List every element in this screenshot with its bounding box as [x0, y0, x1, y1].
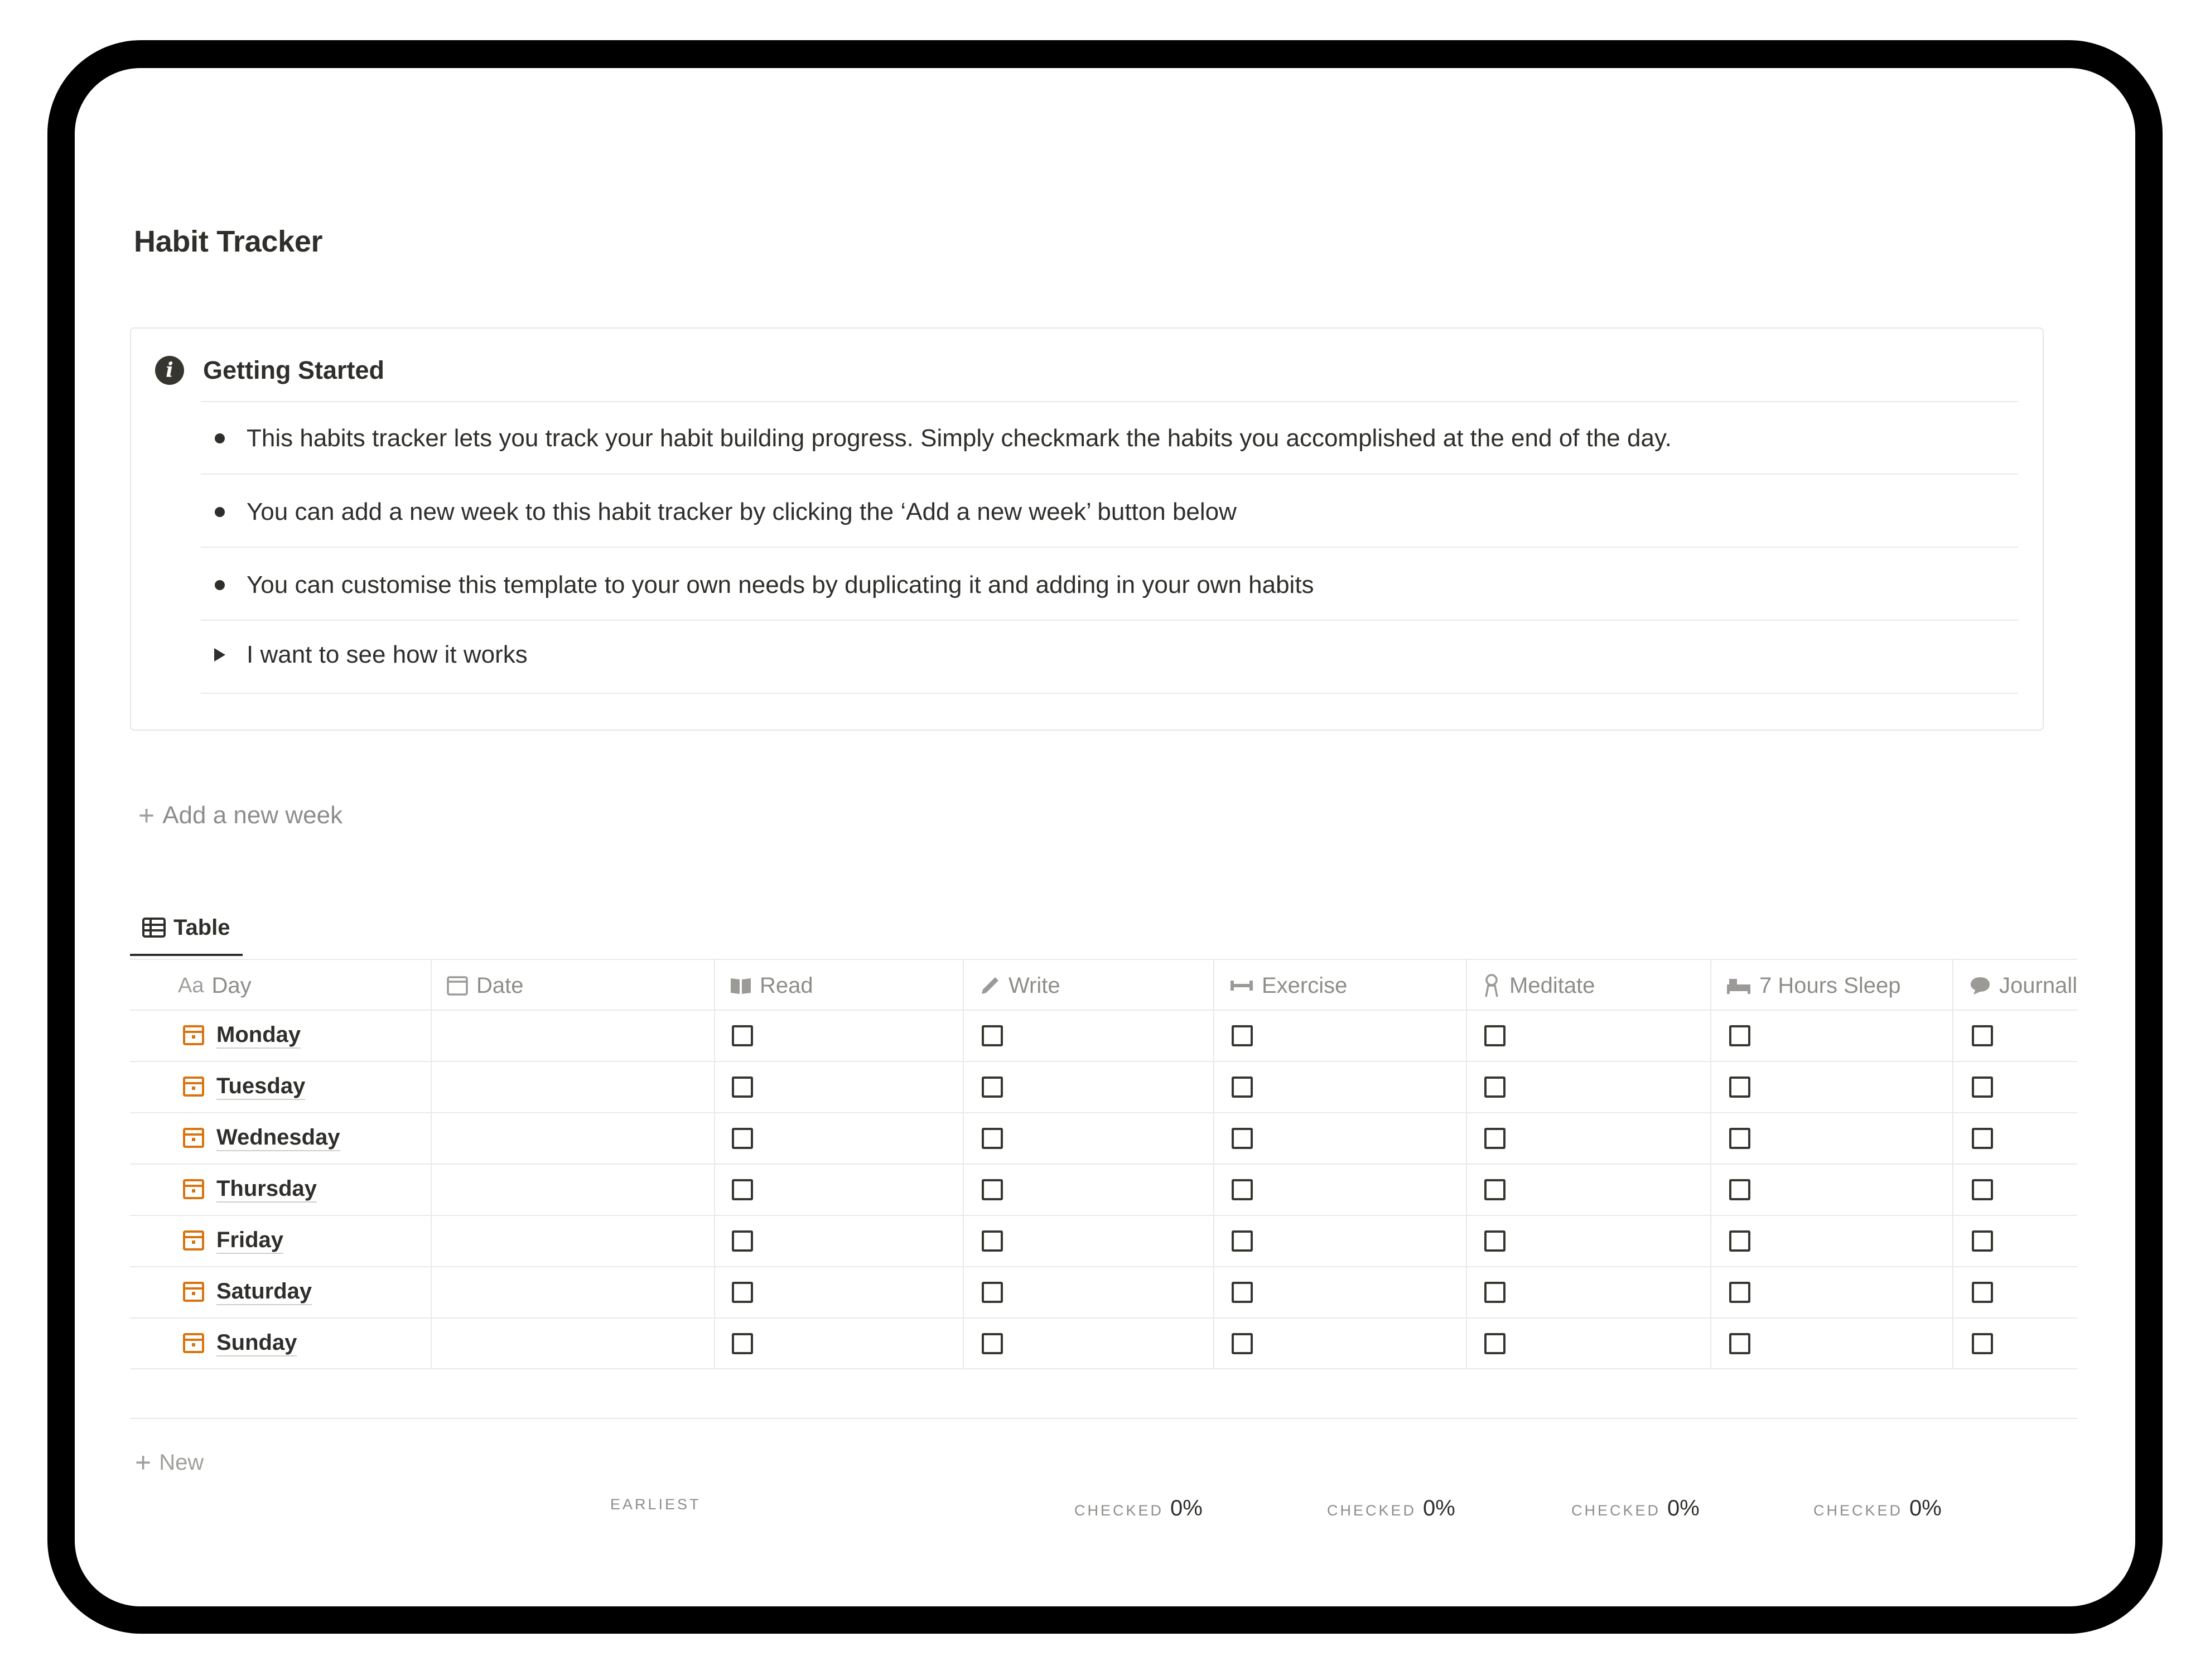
checkbox-exercise-tuesday[interactable] — [1232, 1076, 1253, 1098]
column-header-date[interactable]: Date — [446, 960, 524, 1011]
callout-title: Getting Started — [203, 356, 385, 384]
checkbox-exercise-monday[interactable] — [1232, 1025, 1253, 1046]
row-divider — [130, 1061, 2077, 1062]
checkbox-journal-saturday[interactable] — [1972, 1282, 1993, 1303]
checkbox-journal-friday[interactable] — [1972, 1230, 1993, 1252]
new-row-label: New — [159, 1450, 204, 1475]
calendar-page-icon — [183, 1128, 204, 1148]
bullet-icon — [215, 433, 225, 443]
row-divider — [130, 1112, 2077, 1113]
column-divider — [714, 959, 715, 1369]
row-divider — [130, 1164, 2077, 1165]
info-icon: i — [155, 356, 184, 385]
table-icon — [142, 918, 166, 938]
divider — [201, 547, 2018, 548]
checkbox-write-monday[interactable] — [982, 1025, 1003, 1046]
toggle-triangle-icon[interactable] — [214, 648, 225, 662]
checkbox-exercise-saturday[interactable] — [1232, 1282, 1253, 1303]
column-divider — [1213, 959, 1214, 1369]
divider — [201, 693, 2018, 694]
column-divider — [963, 959, 964, 1369]
add-new-week-label: Add a new week — [162, 802, 343, 829]
calendar-icon — [446, 975, 469, 996]
text-property-icon: Aa — [178, 973, 204, 997]
checkbox-journal-tuesday[interactable] — [1972, 1076, 1993, 1098]
checkbox-read-wednesday[interactable] — [732, 1128, 753, 1149]
plus-icon: + — [135, 1447, 152, 1478]
checkbox-meditate-wednesday[interactable] — [1484, 1128, 1505, 1149]
pencil-icon — [979, 975, 1001, 996]
column-divider — [1952, 959, 1953, 1369]
checkbox-sleep-monday[interactable] — [1729, 1025, 1750, 1046]
column-header-journal[interactable]: Journall — [1969, 960, 2077, 1011]
checkbox-sleep-wednesday[interactable] — [1729, 1128, 1750, 1149]
checkbox-journal-thursday[interactable] — [1972, 1179, 1993, 1200]
checkbox-exercise-wednesday[interactable] — [1232, 1128, 1253, 1149]
tab-label: Table — [173, 915, 230, 940]
bullet-icon — [215, 580, 225, 590]
table-row-wednesday[interactable]: Wednesday — [183, 1124, 340, 1151]
checkbox-read-tuesday[interactable] — [732, 1076, 753, 1098]
table-row-sunday[interactable]: Sunday — [183, 1330, 297, 1356]
checkbox-write-friday[interactable] — [982, 1230, 1003, 1252]
table-bottom-border — [130, 1368, 2077, 1369]
calendar-page-icon — [183, 1025, 204, 1045]
calendar-page-icon — [183, 1230, 204, 1251]
checkbox-write-tuesday[interactable] — [982, 1076, 1003, 1098]
date-calculation[interactable]: EARLIEST — [610, 1496, 701, 1513]
table-row-thursday[interactable]: Thursday — [183, 1176, 317, 1203]
checkbox-exercise-friday[interactable] — [1232, 1230, 1253, 1252]
divider — [201, 620, 2018, 621]
checkbox-meditate-friday[interactable] — [1484, 1230, 1505, 1252]
column-divider — [431, 959, 432, 1369]
checkbox-exercise-sunday[interactable] — [1232, 1333, 1253, 1354]
checkbox-read-saturday[interactable] — [732, 1282, 753, 1303]
table-row-monday[interactable]: Monday — [183, 1022, 301, 1049]
column-header-exercise[interactable]: Exercise — [1229, 960, 1347, 1011]
checkbox-read-monday[interactable] — [732, 1025, 753, 1046]
checkbox-journal-wednesday[interactable] — [1972, 1128, 1993, 1149]
row-divider — [130, 1215, 2077, 1216]
getting-started-callout — [130, 327, 2044, 731]
checkbox-meditate-saturday[interactable] — [1484, 1282, 1505, 1303]
checkbox-sleep-sunday[interactable] — [1729, 1333, 1750, 1354]
checkbox-read-sunday[interactable] — [732, 1333, 753, 1354]
row-divider — [130, 1266, 2077, 1267]
checkbox-read-thursday[interactable] — [732, 1179, 753, 1200]
callout-item-3: You can customise this template to your own needs by duplicating it and adding in your own habits — [247, 571, 1314, 598]
checkbox-meditate-tuesday[interactable] — [1484, 1076, 1505, 1098]
divider — [201, 474, 2018, 475]
new-row-button[interactable] — [135, 1447, 204, 1478]
dumbbell-icon — [1229, 977, 1254, 994]
write-calculation[interactable]: CHECKED 0% — [1074, 1496, 1203, 1520]
checkbox-meditate-thursday[interactable] — [1484, 1179, 1505, 1200]
chat-icon — [1969, 976, 1991, 996]
footer-top-border — [130, 1418, 2077, 1419]
tab-table-view[interactable] — [142, 914, 230, 942]
checkbox-meditate-monday[interactable] — [1484, 1025, 1505, 1046]
column-header-write[interactable]: Write — [979, 960, 1060, 1011]
checkbox-sleep-tuesday[interactable] — [1729, 1076, 1750, 1098]
checkbox-sleep-saturday[interactable] — [1729, 1282, 1750, 1303]
column-divider — [1710, 959, 1711, 1369]
column-divider — [1466, 959, 1467, 1369]
checkbox-read-friday[interactable] — [732, 1230, 753, 1252]
bullet-icon — [215, 507, 225, 517]
book-icon — [730, 976, 752, 995]
checkbox-write-saturday[interactable] — [982, 1282, 1003, 1303]
page-title: Habit Tracker — [134, 225, 323, 258]
checkbox-write-wednesday[interactable] — [982, 1128, 1003, 1149]
column-header-read[interactable]: Read — [730, 960, 813, 1011]
table-row-saturday[interactable]: Saturday — [183, 1278, 312, 1305]
divider — [201, 401, 2018, 402]
meditate-icon — [1482, 973, 1502, 998]
column-header-7-hours-sleep[interactable]: 7 Hours Sleep — [1726, 960, 1900, 1011]
plus-icon: + — [138, 800, 155, 831]
calendar-page-icon — [183, 1179, 204, 1199]
table-top-border — [130, 959, 2077, 960]
checkbox-meditate-sunday[interactable] — [1484, 1333, 1505, 1354]
checkbox-write-thursday[interactable] — [982, 1179, 1003, 1200]
checkbox-journal-sunday[interactable] — [1972, 1333, 1993, 1354]
checkbox-write-sunday[interactable] — [982, 1333, 1003, 1354]
add-new-week-button[interactable] — [138, 800, 342, 831]
checkbox-journal-monday[interactable] — [1972, 1025, 1993, 1046]
app-screen — [75, 68, 2135, 1606]
calendar-page-icon — [183, 1333, 204, 1353]
column-header-day[interactable]: Aa Day — [178, 973, 252, 998]
checkbox-exercise-thursday[interactable] — [1232, 1179, 1253, 1200]
calendar-page-icon — [183, 1076, 204, 1097]
row-divider — [130, 1317, 2077, 1319]
callout-item-1: This habits tracker lets you track your habit building progress. Simply checkmark the habits you accomplished at the end of the day. — [247, 424, 1672, 452]
exercise-calculation[interactable]: CHECKED 0% — [1327, 1496, 1455, 1520]
active-tab-indicator — [130, 954, 243, 956]
meditate-calculation[interactable]: CHECKED 0% — [1571, 1496, 1700, 1520]
bed-icon — [1726, 977, 1751, 995]
table-row-friday[interactable]: Friday — [183, 1227, 283, 1254]
checkbox-sleep-friday[interactable] — [1729, 1230, 1750, 1252]
callout-item-2: You can add a new week to this habit tracker by clicking the ‘Add a new week’ button below — [247, 498, 1237, 525]
toggle-how-it-works[interactable]: I want to see how it works — [247, 641, 528, 668]
table-row-tuesday[interactable]: Tuesday — [183, 1073, 305, 1100]
column-header-meditate[interactable]: Meditate — [1482, 960, 1595, 1011]
sleep-calculation[interactable]: CHECKED 0% — [1813, 1496, 1942, 1520]
checkbox-sleep-thursday[interactable] — [1729, 1179, 1750, 1200]
calendar-page-icon — [183, 1282, 204, 1302]
